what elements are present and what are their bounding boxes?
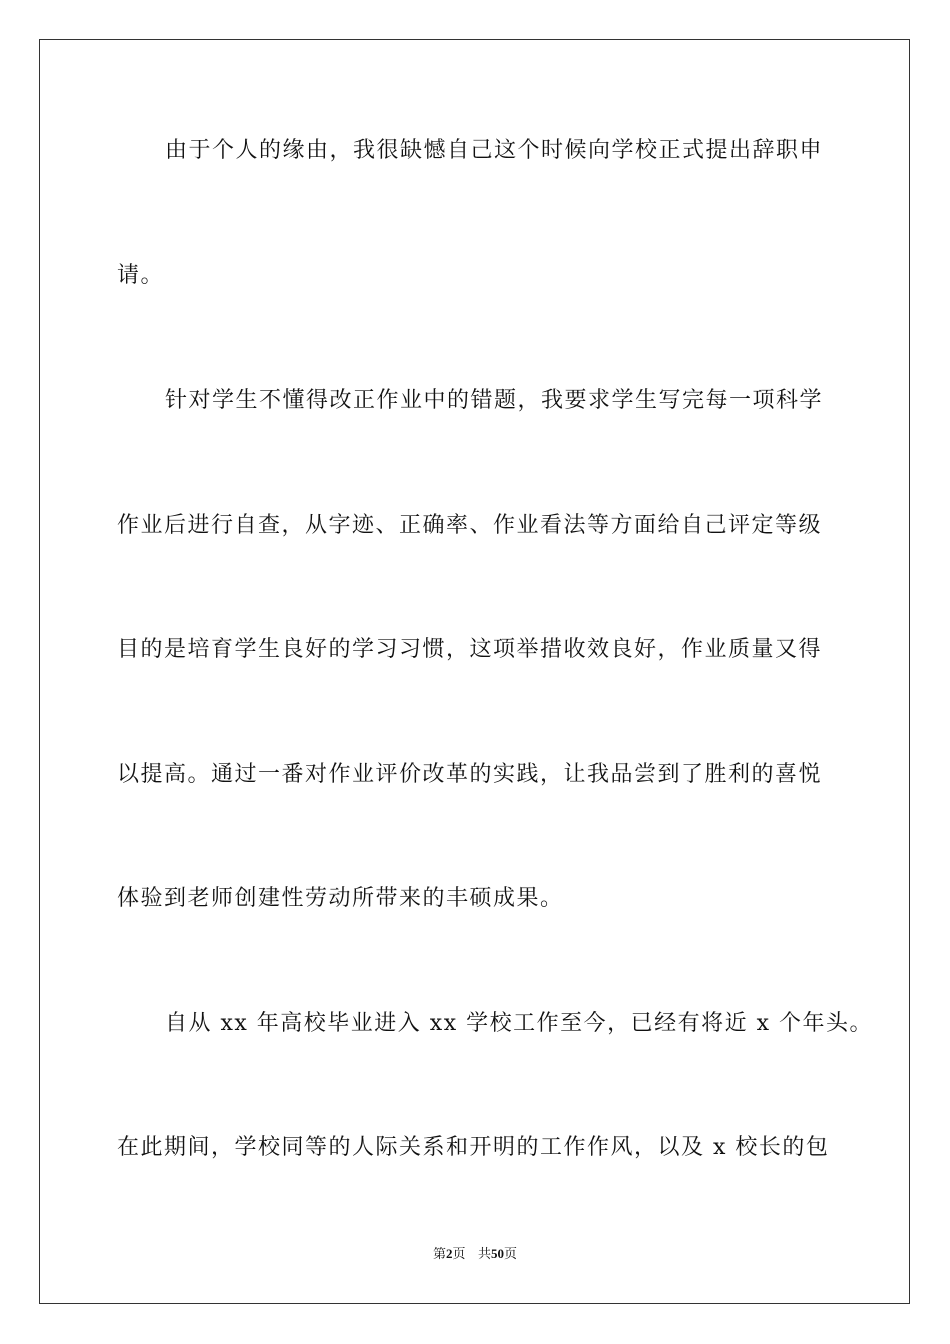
paragraph-line-3: 针对学生不懂得改正作业中的错题，我要求学生写完每一项科学 (165, 388, 824, 413)
paragraph-line-6: 以提高。通过一番对作业评价改革的实践，让我品尝到了胜利的喜悦 (117, 762, 823, 787)
paragraph-line-5: 目的是培育学生良好的学习习惯，这项举措收效良好，作业质量又得 (117, 637, 823, 662)
page-footer (0, 1246, 950, 1263)
paragraph-line-7: 体验到老师创建性劳动所带来的丰硕成果。 (117, 886, 564, 911)
page-border (39, 39, 910, 1304)
page-suffix: 页 (452, 1247, 466, 1262)
paragraph-line-8: 自从 xx 年高校毕业进入 xx 学校工作至今，已经有将近 x 个年头。 (165, 1011, 873, 1036)
paragraph-line-1: 由于个人的缘由，我很缺憾自己这个时候向学校正式提出辞职申 (165, 138, 824, 163)
page-prefix: 第 (433, 1247, 447, 1262)
total-prefix: 共 (477, 1247, 491, 1262)
total-pages: 50 (490, 1246, 504, 1261)
total-suffix: 页 (503, 1247, 517, 1262)
paragraph-line-2: 请。 (117, 263, 165, 288)
page-number: 2 (446, 1246, 453, 1261)
paragraph-line-9: 在此期间，学校同等的人际关系和开明的工作作风，以及 x 校长的包 (117, 1135, 830, 1160)
paragraph-line-4: 作业后进行自查，从字迹、正确率、作业看法等方面给自己评定等级 (117, 513, 823, 538)
